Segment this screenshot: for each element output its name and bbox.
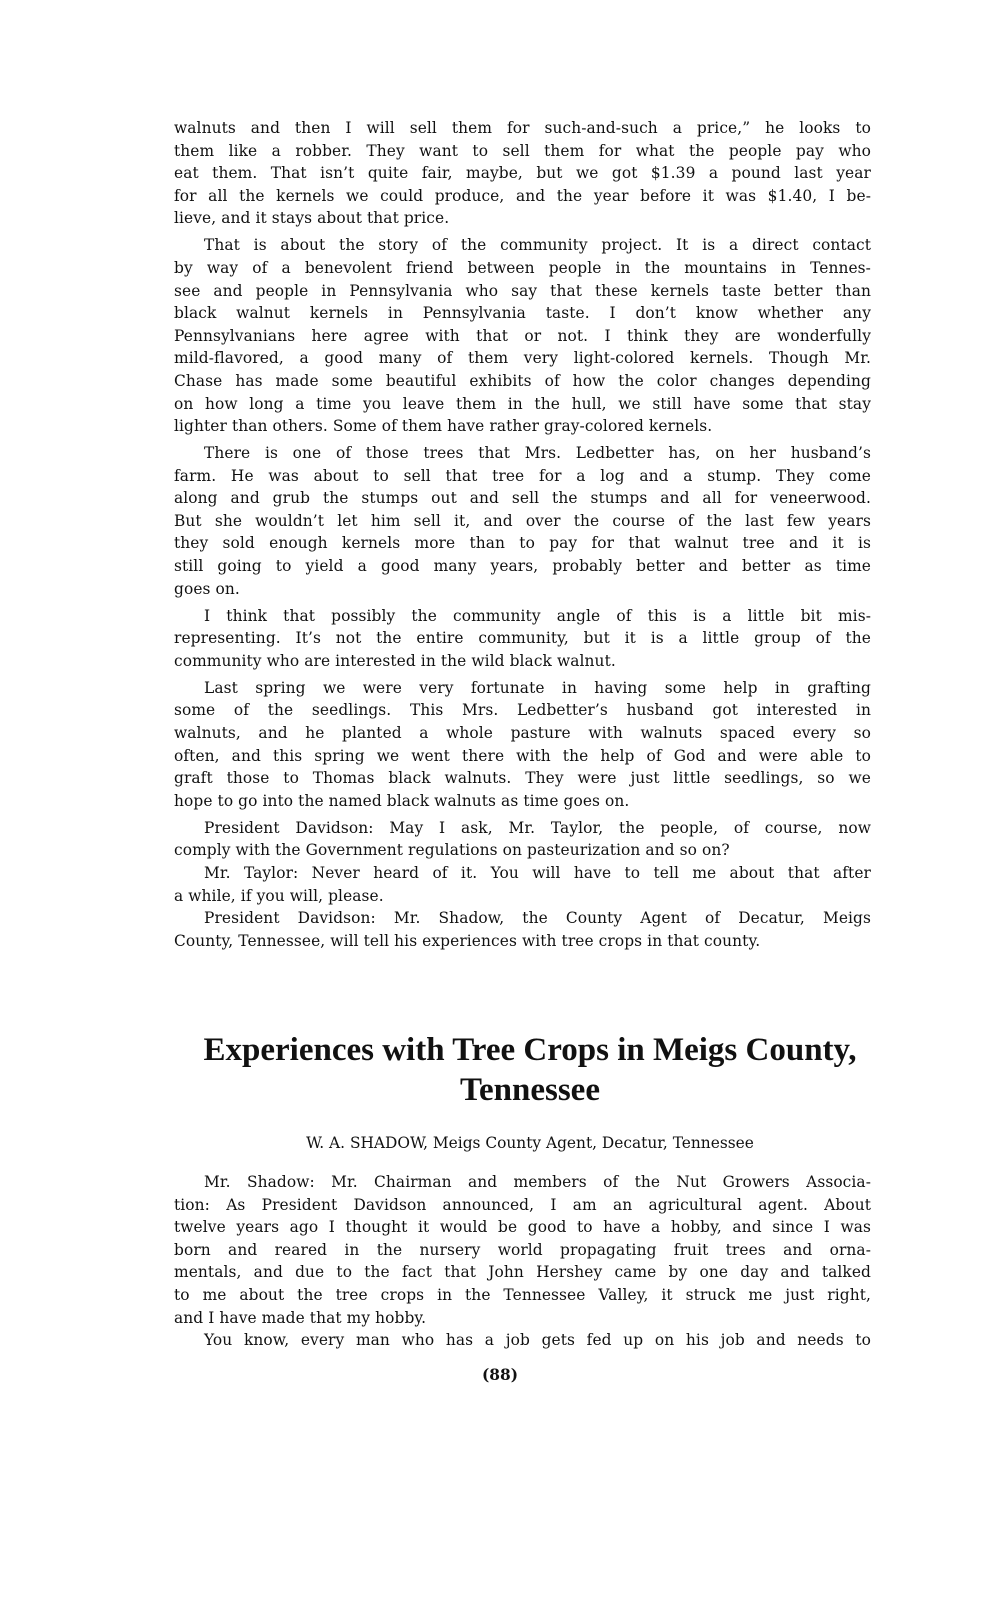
text-line: to me about the tree crops in the Tennessee Valley, it struck me just right,	[174, 1285, 871, 1304]
text-line: President Davidson: May I ask, Mr. Taylor, the people, of course, now	[204, 818, 871, 837]
text-line: graft those to Thomas black walnuts. They were just little seedlings, so we	[174, 769, 871, 788]
article-title-line: Tennessee	[460, 1072, 600, 1108]
text-line: That is about the story of the community project. It is a direct contact	[204, 236, 871, 255]
dialogue-turn	[174, 907, 871, 952]
text-line: comply with the Government regulations on pasteurization and so on?	[174, 841, 730, 860]
text-line: representing. It’s not the entire community, but it is a little group of the	[174, 629, 871, 648]
text-line: President Davidson: Mr. Shadow, the County Agent of Decatur, Meigs	[204, 909, 871, 928]
paragraph	[174, 117, 871, 230]
article-body	[174, 1171, 871, 1356]
paragraph	[174, 1171, 871, 1329]
dialogue-turn	[174, 862, 871, 907]
text-line: along and grub the stumps out and sell the stumps and all for veneerwood.	[174, 489, 871, 508]
page-number: (88)	[482, 1366, 518, 1384]
text-line: Mr. Taylor: Never heard of it. You will have to tell me about that after	[204, 863, 871, 882]
text-line: walnuts, and he planted a whole pasture with walnuts spaced every so	[174, 724, 871, 742]
article-byline: W. A. SHADOW, Meigs County Agent, Decatur, Tennessee	[306, 1134, 754, 1152]
text-line: Mr. Shadow: Mr. Chairman and members of the Nut Growers Associa-	[204, 1173, 871, 1191]
text-line: I think that possibly the community angle of this is a little bit mis-	[204, 606, 871, 625]
paragraph	[174, 605, 871, 673]
text-line: them like a robber. They want to sell them for what the people pay who	[174, 141, 871, 160]
text-line: a while, if you will, please.	[174, 886, 384, 905]
text-line: farm. He was about to sell that tree for a log and a stump. They come	[174, 466, 871, 485]
text-line: by way of a benevolent friend between people in the mountains in Tennes-	[174, 258, 871, 277]
text-line: on how long a time you leave them in the hull, we still have some that stay	[174, 394, 871, 413]
text-line: eat them. That isn’t quite fair, maybe, but we got $1.39 a pound last year	[174, 164, 871, 183]
text-line: some of the seedlings. This Mrs. Ledbetter’s husband got interested in	[174, 701, 871, 720]
section-continued-text	[174, 117, 871, 952]
text-line: goes on.	[174, 579, 240, 598]
text-line: for all the kernels we could produce, and the year before it was $1.40, I be-	[174, 186, 871, 205]
text-line: But she wouldn’t let him sell it, and over the course of the last few years	[174, 511, 871, 530]
text-line: born and reared in the nursery world propagating fruit trees and orna-	[174, 1240, 871, 1259]
text-line: Chase has made some beautiful exhibits of how the color changes depending	[174, 371, 871, 390]
dialogue-turn	[174, 817, 871, 862]
text-line: and I have made that my hobby.	[174, 1308, 427, 1327]
text-line: walnuts and then I will sell them for such-and-such a price,” he looks to	[174, 119, 871, 137]
text-line: black walnut kernels in Pennsylvania taste. I don’t know whether any	[174, 304, 871, 323]
paragraph	[174, 677, 871, 813]
paragraph	[174, 1329, 871, 1352]
text-line: Pennsylvanians here agree with that or not. I think they are wonderfully	[174, 326, 871, 345]
text-line: still going to yield a good many years, probably better and better as time	[174, 557, 871, 576]
text-line: they sold enough kernels more than to pay for that walnut tree and it is	[174, 534, 871, 553]
text-line: see and people in Pennsylvania who say that these kernels taste better than	[174, 281, 871, 300]
text-line: County, Tennessee, will tell his experiences with tree crops in that county.	[174, 931, 761, 950]
text-line: hope to go into the named black walnuts as time goes on.	[174, 791, 630, 810]
text-line: mentals, and due to the fact that John Hershey came by one day and talked	[174, 1263, 871, 1282]
text-line: tion: As President Davidson announced, I am an agricultural agent. About	[174, 1195, 871, 1214]
text-line: often, and this spring we went there with the help of God and were able to	[174, 746, 871, 765]
text-line: There is one of those trees that Mrs. Ledbetter has, on her husband’s	[204, 444, 871, 463]
text-line: twelve years ago I thought it would be good to have a hobby, and since I was	[174, 1218, 871, 1237]
text-line: lighter than others. Some of them have rather gray-colored kernels.	[174, 417, 713, 436]
text-line: community who are interested in the wild black walnut.	[174, 651, 616, 670]
article-title-line: Experiences with Tree Crops in Meigs County,	[203, 1032, 857, 1068]
paragraph	[174, 442, 871, 600]
text-line: mild-flavored, a good many of them very light-colored kernels. Though Mr.	[174, 349, 871, 368]
text-line: Last spring we were very fortunate in having some help in grafting	[204, 678, 871, 697]
paragraph	[174, 234, 871, 437]
text-line: You know, every man who has a job gets fed up on his job and needs to	[204, 1331, 871, 1350]
article-title	[160, 1030, 900, 1110]
text-line: lieve, and it stays about that price.	[174, 209, 450, 228]
